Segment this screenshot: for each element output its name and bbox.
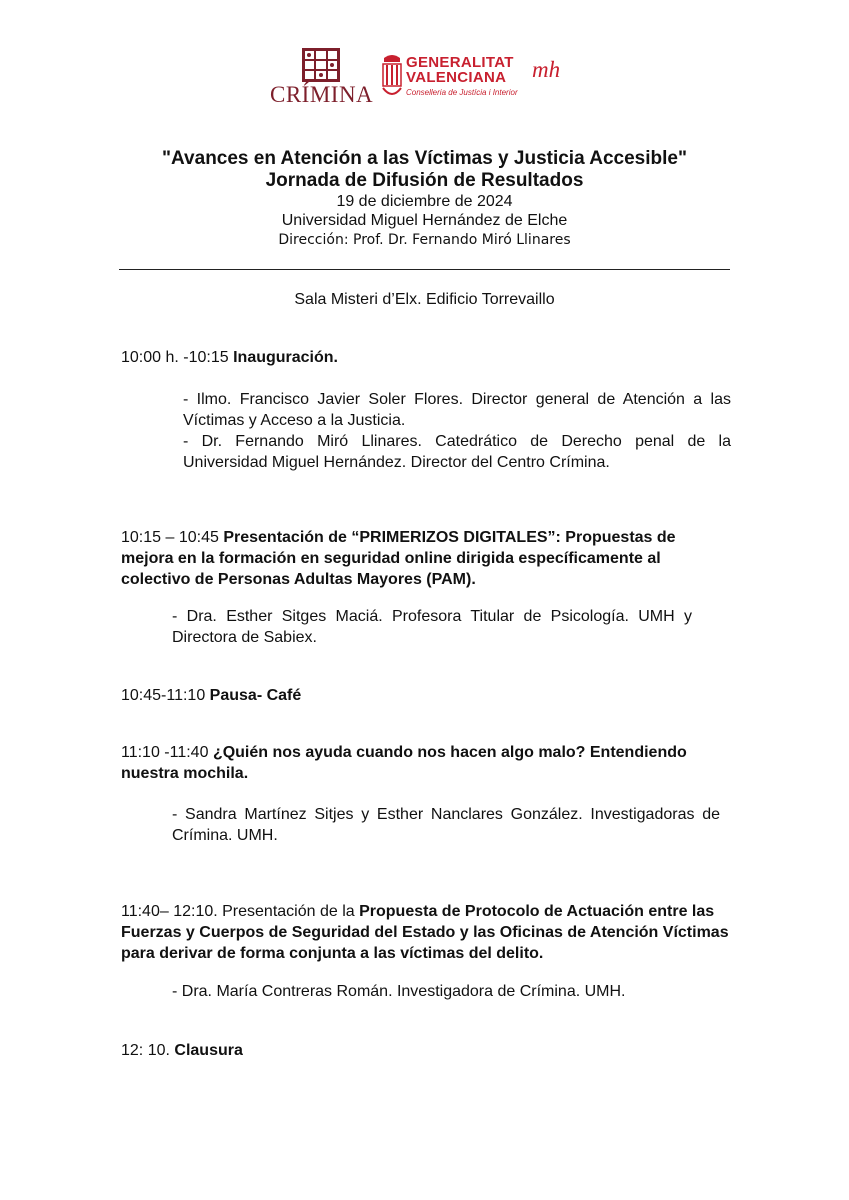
- generalitat-name-line1: GENERALITAT: [406, 54, 514, 71]
- session-clausura: [121, 1040, 731, 1061]
- generalitat-logo: [380, 52, 520, 108]
- event-university: Universidad Miguel Hernández de Elche: [281, 212, 568, 229]
- session-inauguracion: [121, 347, 731, 368]
- umh-mark: mh: [532, 57, 561, 82]
- speaker-item: - Dr. Fernando Miró Llinares. Catedrático de Derecho penal de la Universidad Miguel Hernández. Director del Centro Crímina.: [183, 433, 731, 471]
- session-primerizos-digitales: [121, 527, 731, 590]
- event-direction: Dirección: Prof. Dr. Fernando Miró Llinares: [278, 232, 571, 248]
- event-header: [0, 148, 849, 250]
- crimina-grid-icon: [302, 48, 340, 82]
- venue: Sala Misteri d’Elx. Edificio Torrevaillo: [294, 291, 555, 308]
- session-time: 12: 10.: [121, 1042, 170, 1059]
- session-title: ¿Quién nos ayuda cuando nos hacen algo malo? Entendiendo nuestra mochila.: [121, 744, 687, 782]
- speaker-item: - Dra. Esther Sitges Maciá. Profesora Titular de Psicología. UMH y Directora de Sabiex.: [172, 608, 692, 646]
- session-pausa-cafe: [121, 685, 731, 706]
- session-title: Inauguración.: [233, 349, 338, 366]
- speaker-item: - Sandra Martínez Sitjes y Esther Nanclares González. Investigadoras de Crímina. UMH.: [172, 806, 720, 844]
- speaker-item: - Dra. María Contreras Román. Investigadora de Crímina. UMH.: [172, 983, 626, 1000]
- generalitat-name-line2: VALENCIANA: [406, 69, 507, 86]
- event-title: "Avances en Atención a las Víctimas y Justicia Accesible": [162, 148, 687, 169]
- session-time: 10:45-11:10: [121, 687, 206, 704]
- session-time: 10:15 – 10:45: [121, 529, 219, 546]
- event-subtitle: Jornada de Difusión de Resultados: [265, 170, 584, 191]
- event-date: 19 de diciembre de 2024: [336, 193, 513, 210]
- logo-bar: [0, 44, 849, 108]
- generalitat-department: Conselleria de Justícia i Interior: [406, 88, 518, 97]
- session-title: Pausa- Café: [209, 687, 302, 704]
- session-title: Presentación de “PRIMERIZOS DIGITALES”: Propuestas de mejora en la formación en seguridad online dirigida específicamente al colectivo de Personas Adultas Mayores (PAM).: [121, 529, 676, 588]
- session-protocolo: [121, 901, 731, 964]
- header-divider: [119, 269, 730, 270]
- session-mochila: [121, 742, 731, 784]
- speaker-list: [172, 981, 720, 1002]
- speaker-list: [172, 804, 720, 846]
- crimina-wordmark: CRÍMINA: [270, 82, 374, 107]
- session-title: Propuesta de Protocolo de Actuación entre las Fuerzas y Cuerpos de Seguridad del Estado y las Oficinas de Atención Víctimas para derivar de forma conjunta a las víctimas del delito.: [121, 903, 729, 962]
- speaker-list: [183, 389, 731, 473]
- speaker-item: - Ilmo. Francisco Javier Soler Flores. Director general de Atención a las Víctimas y Acceso a la Justicia.: [183, 391, 731, 429]
- speaker-list: [172, 606, 692, 648]
- umh-logo: [528, 56, 568, 96]
- session-time: 11:10 -11:40: [121, 744, 209, 761]
- session-time: 11:40– 12:10. Presentación de la: [121, 903, 355, 920]
- crimina-logo: [270, 48, 380, 108]
- generalitat-shield-icon: [380, 52, 404, 100]
- session-time: 10:00 h. -10:15: [121, 349, 229, 366]
- session-title: Clausura: [174, 1042, 243, 1059]
